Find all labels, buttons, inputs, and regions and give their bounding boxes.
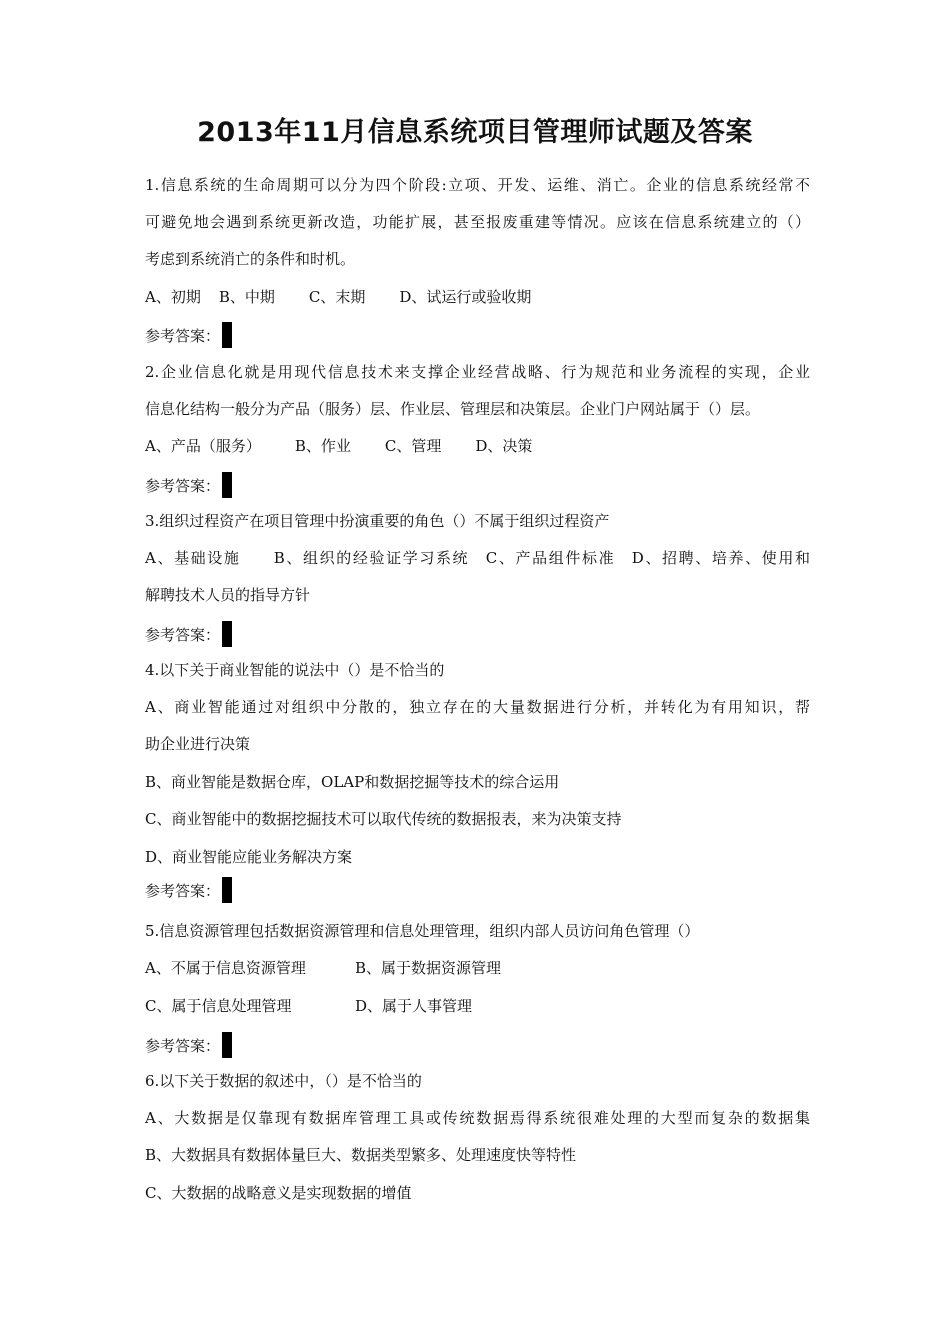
q1-line-2: 可避免地会遇到系统更新改造，功能扩展，甚至报废重建等情况。应该在信息系统建立的（）	[145, 213, 810, 231]
answer-label: 参考答案：	[145, 882, 221, 900]
q5-options-row-2	[145, 995, 810, 1017]
answer-label: 参考答案：	[145, 626, 221, 644]
q5-option-c: C、属于信息处理管理	[145, 997, 292, 1015]
q1-answer	[145, 322, 810, 348]
q6-option-c: C、大数据的战略意义是实现数据的增值	[145, 1184, 412, 1202]
q4-line-1: 4.以下关于商业智能的说法中（）是不恰当的	[145, 661, 445, 679]
answer-label: 参考答案：	[145, 1037, 221, 1055]
answer-label: 参考答案：	[145, 327, 221, 345]
q1-option-b: B、中期	[218, 288, 275, 306]
q6-option-a: A、大数据是仅靠现有数据库管理工具或传统数据焉得系统很难处理的大型而复杂的数据集	[145, 1109, 810, 1127]
q6-line-1: 6.以下关于数据的叙述中，（）是不恰当的	[145, 1072, 422, 1090]
q5-options-row-1	[145, 957, 810, 979]
q3-answer	[145, 621, 810, 647]
q2-option-c: C、管理	[384, 437, 442, 455]
q1-line-3: 考虑到系统消亡的条件和时机。	[145, 250, 356, 268]
answer-redaction-block	[222, 877, 232, 903]
q2-option-b: B、作业	[294, 437, 351, 455]
q2-line-2: 信息化结构一般分为产品（服务）层、作业层、管理层和决策层。企业门户网站属于（）层。	[145, 400, 761, 418]
q5-line-1: 5.信息资源管理包括数据资源管理和信息处理管理，组织内部人员访问角色管理（）	[145, 922, 700, 940]
q4-option-a-line-1: A、商业智能通过对组织中分散的，独立存在的大量数据进行分析，并转化为有用知识，帮	[145, 698, 810, 716]
q2-line-1: 2.企业信息化就是用现代信息技术来支撑企业经营战略、行为规范和业务流程的实现，企业	[145, 363, 810, 381]
q4-option-a-line-2: 助企业进行决策	[145, 735, 251, 753]
q4-option-c: C、商业智能中的数据挖掘技术可以取代传统的数据报表，来为决策支持	[145, 810, 622, 828]
q4-option-b: B、商业智能是数据仓库，OLAP和数据挖掘等技术的综合运用	[145, 773, 560, 791]
q1-option-d: D、试运行或验收期	[399, 288, 532, 306]
page-title: 2013年11月信息系统项目管理师试题及答案	[197, 117, 753, 148]
q3-options-line-1: A、基础设施 B、组织的经验证学习系统 C、产品组件标准 D、招聘、培养、使用和	[145, 549, 810, 567]
answer-redaction-block	[222, 621, 232, 647]
q4-option-d: D、商业智能应能业务解决方案	[145, 848, 353, 866]
q2-answer	[145, 472, 810, 498]
q3-options-line-2: 解聘技术人员的指导方针	[145, 586, 311, 604]
answer-redaction-block	[222, 472, 232, 498]
q2-option-a: A、产品（服务）	[145, 437, 261, 455]
q5-option-d: D、属于人事管理	[355, 997, 473, 1015]
q1-option-a: A、初期	[145, 288, 201, 306]
q6-option-b: B、大数据具有数据体量巨大、数据类型繁多、处理速度快等特性	[145, 1146, 577, 1164]
q1-options	[145, 286, 810, 308]
answer-redaction-block	[222, 1032, 232, 1058]
q3-line-1: 3.组织过程资产在项目管理中扮演重要的角色（）不属于组织过程资产	[145, 512, 610, 530]
answer-label: 参考答案：	[145, 477, 221, 495]
q2-options	[145, 435, 810, 457]
q4-answer	[145, 877, 810, 903]
q1-option-c: C、末期	[308, 288, 366, 306]
q5-option-a: A、不属于信息资源管理	[145, 959, 306, 977]
answer-redaction-block	[222, 322, 232, 348]
q5-option-b: B、属于数据资源管理	[355, 959, 502, 977]
q5-answer	[145, 1032, 810, 1058]
q2-option-d: D、决策	[475, 437, 533, 455]
q1-line-1: 1.信息系统的生命周期可以分为四个阶段:立项、开发、运维、消亡。企业的信息系统经常不	[145, 176, 810, 194]
